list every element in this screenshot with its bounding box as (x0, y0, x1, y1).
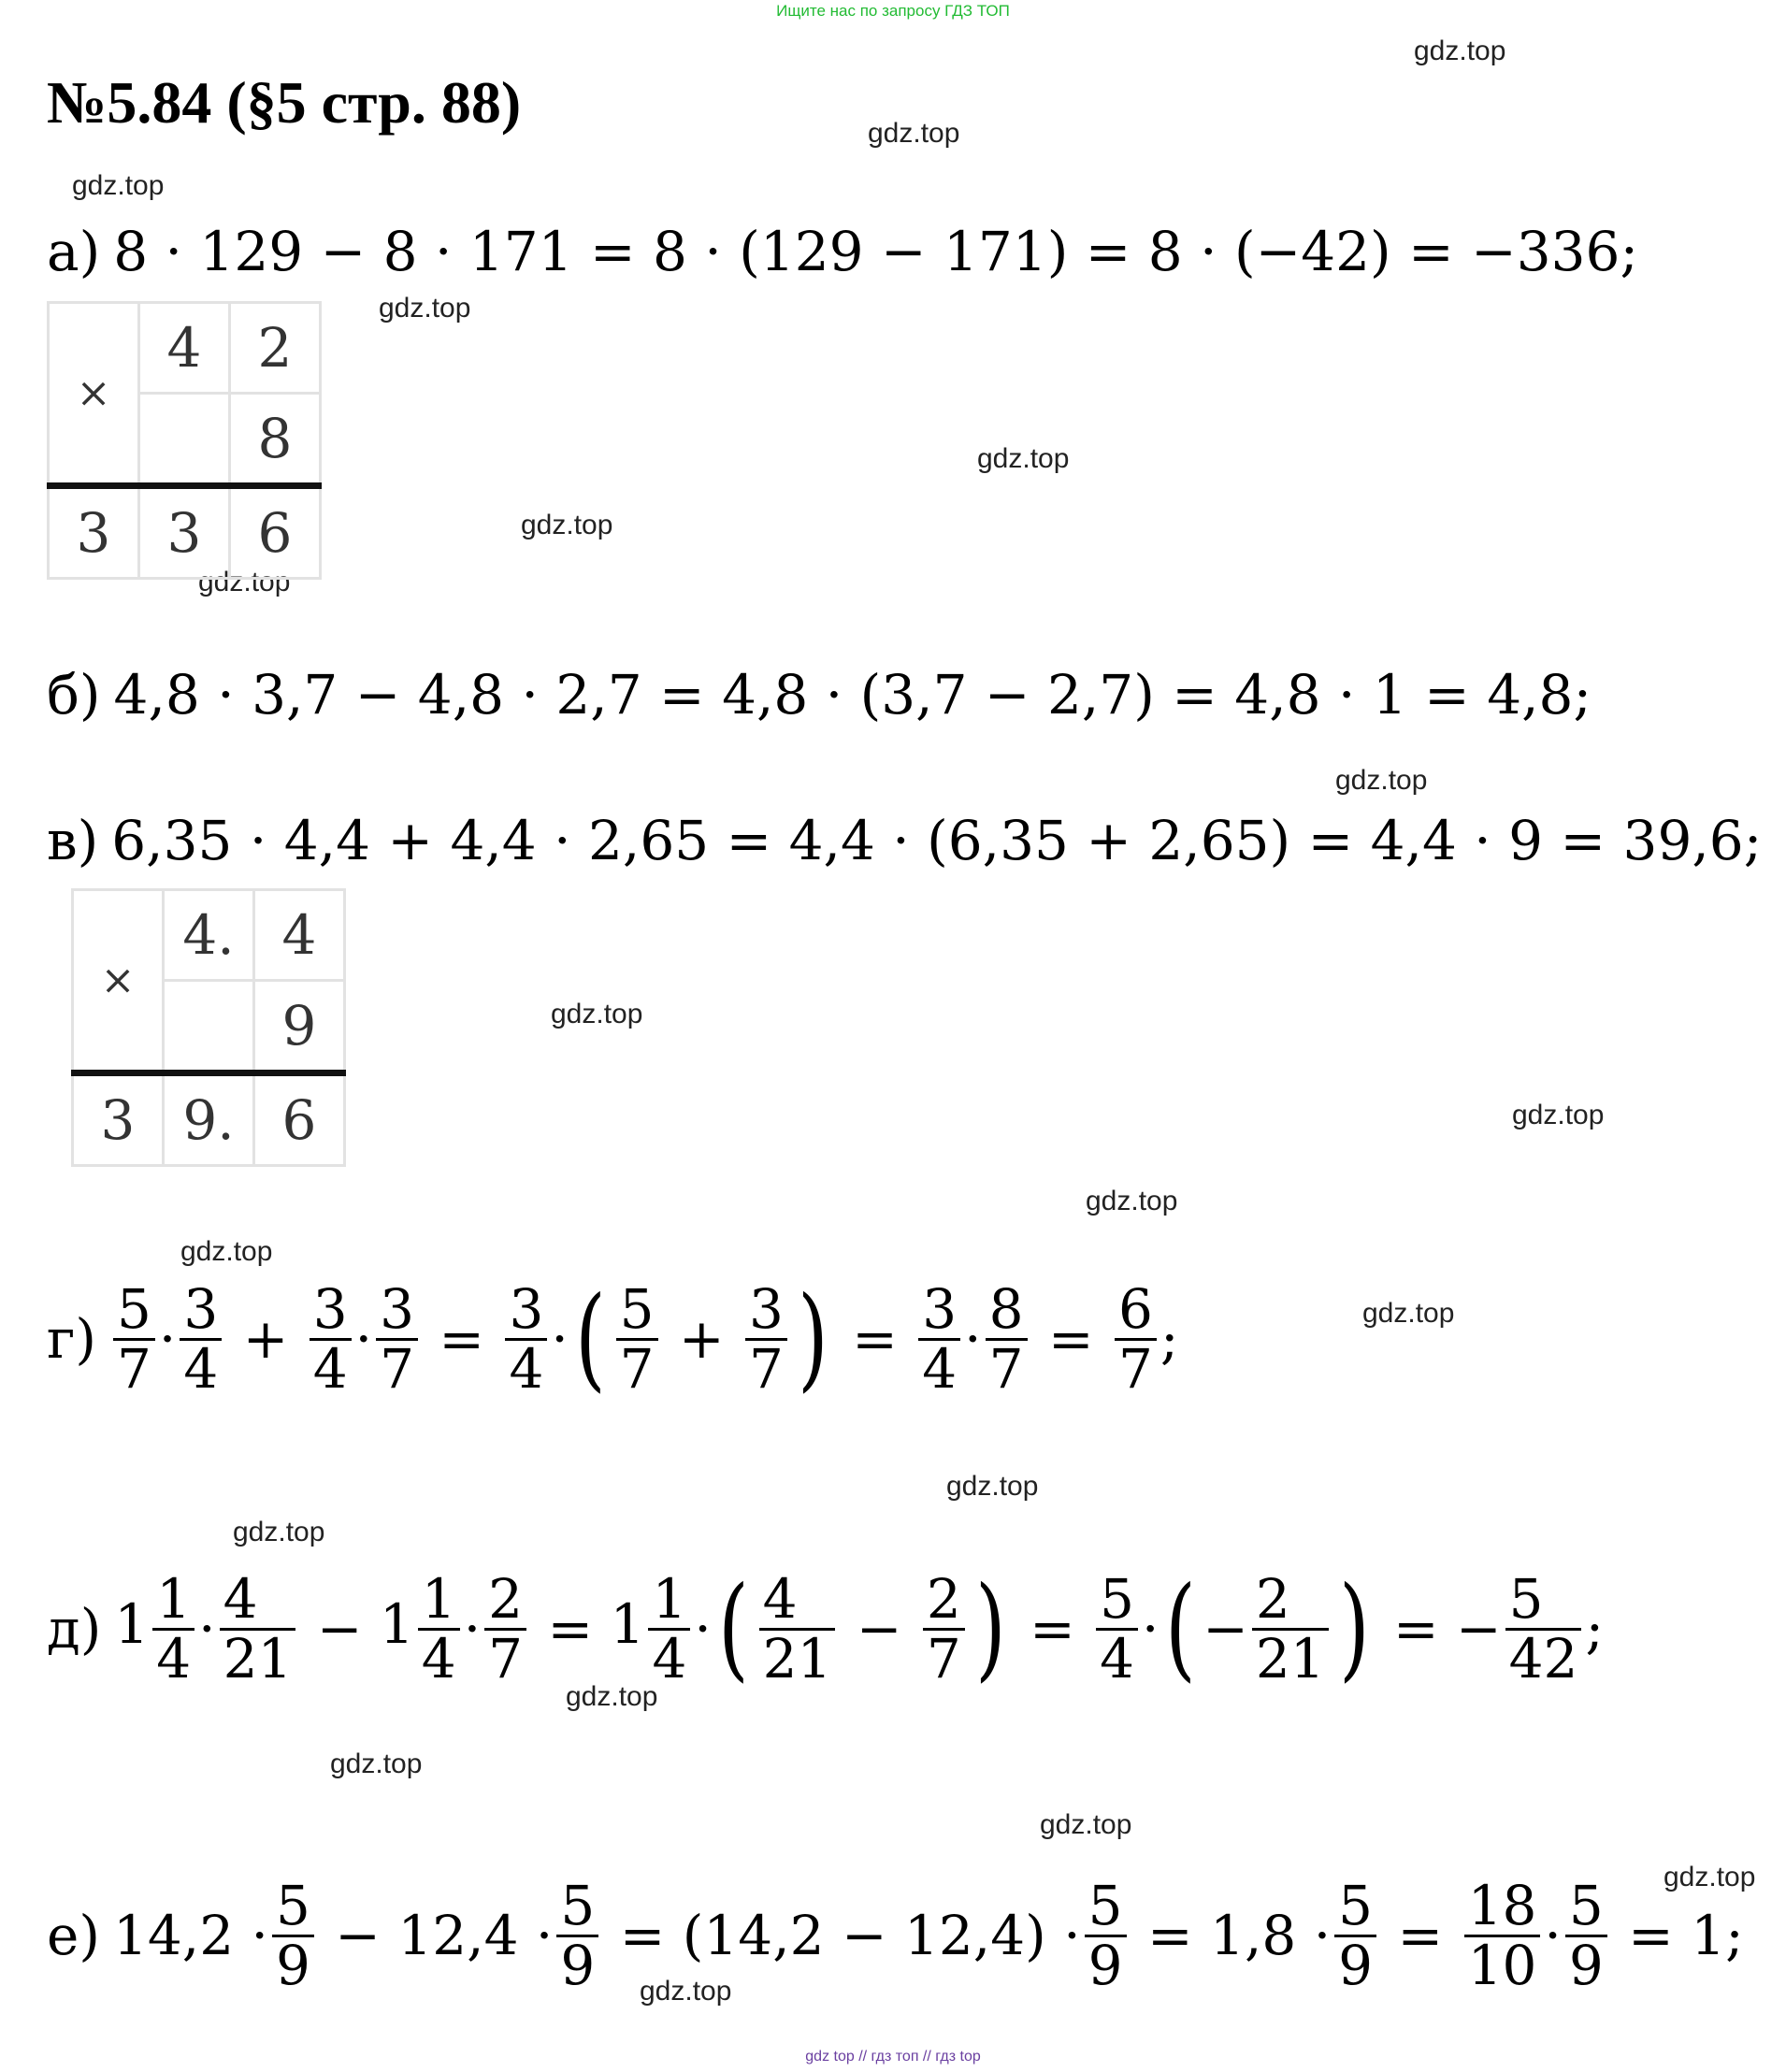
table-cell: 4 (254, 890, 345, 981)
math-token: · (158, 1307, 177, 1372)
math-token: 12,4 (397, 1904, 519, 1968)
math-token: ) (1338, 1563, 1370, 1694)
math-token: · (1045, 1904, 1081, 1968)
math-token (648, 1567, 690, 1691)
table-cell: 9. (164, 1073, 254, 1166)
math-token: 6 (1118, 1277, 1153, 1341)
expression-b (47, 663, 1592, 727)
math-token: 5 (1568, 1874, 1604, 1937)
table-cell: 3 (73, 1073, 164, 1166)
table-cell (164, 981, 254, 1073)
math-token (418, 1567, 460, 1691)
math-token: · (354, 1307, 373, 1372)
math-token: 3 (749, 1277, 784, 1341)
math-token: 5 (1338, 1874, 1374, 1937)
watermark: gdz.top (977, 443, 1070, 474)
math-token: − (317, 1904, 398, 1968)
watermark: gdz.top (198, 567, 291, 597)
watermark: gdz.top (1664, 1862, 1756, 1892)
table-cell: 9 (254, 981, 345, 1073)
math-token: 21 (1255, 1626, 1325, 1691)
math-token: 7 (988, 1336, 1024, 1401)
mixed-number (114, 1567, 198, 1691)
math-token: − (1203, 1597, 1248, 1662)
math-token: 4 (223, 1567, 258, 1631)
multiplication-table-a (47, 301, 322, 580)
math-token: 8 (988, 1277, 1024, 1341)
math-token: 2 (926, 1567, 961, 1631)
fraction (616, 1277, 658, 1401)
math-token: 7 (749, 1336, 784, 1401)
math-token: = (1380, 1904, 1461, 1968)
math-token: 1 (610, 1592, 645, 1657)
watermark: gdz.top (521, 510, 613, 540)
math-token: − (839, 1597, 919, 1662)
table-cell: 6 (230, 486, 321, 579)
math-token: 5 (619, 1277, 655, 1341)
watermark: gdz.top (551, 999, 643, 1029)
watermark: gdz.top (566, 1681, 658, 1712)
label-b: б) (47, 663, 101, 727)
fraction (1464, 1874, 1541, 1997)
math-token: ( (574, 1273, 606, 1404)
expression-d (47, 1563, 1604, 1694)
mixed-number (610, 1567, 695, 1691)
expression-g (47, 1273, 1179, 1404)
math-token: 1 (1691, 1904, 1726, 1968)
table-cell (139, 394, 230, 486)
math-token: 4 (421, 1626, 456, 1691)
math-token: 9 (560, 1933, 596, 1997)
watermark: gdz.top (1512, 1100, 1605, 1130)
math-token: 5 (560, 1874, 596, 1937)
math-token: 3 (183, 1277, 219, 1341)
math-token: = (530, 1597, 611, 1662)
fraction (180, 1277, 222, 1401)
label-v: в) (47, 809, 99, 872)
math-token: = (1030, 1307, 1111, 1372)
math-token: 9 (275, 1933, 310, 1997)
math-token: 4 (922, 1336, 958, 1401)
math-token: ; (1725, 1904, 1744, 1968)
footer: gdz top // гдз топ // гдз top (805, 2049, 981, 2065)
watermark: gdz.top (72, 170, 165, 201)
watermark: gdz.top (1335, 765, 1428, 796)
math-token: 5 (1508, 1567, 1544, 1631)
watermark: gdz.top (1086, 1186, 1178, 1216)
watermark: gdz.top (640, 1976, 732, 2007)
math-token: = (834, 1307, 915, 1372)
table-cell: 8 (230, 394, 321, 486)
math-token: 3 (380, 1277, 414, 1341)
math-token: 4 (762, 1567, 798, 1631)
fraction (986, 1277, 1028, 1401)
math-token: ) (797, 1273, 828, 1404)
math-token: 7 (1118, 1336, 1153, 1401)
math-token: 10 (1467, 1933, 1537, 1997)
math-token: = (1130, 1904, 1211, 1968)
fraction (220, 1567, 296, 1691)
math-token: · (463, 1597, 482, 1662)
page-title: №5.84 (§5 стр. 88) (47, 69, 522, 136)
math-token: 14,2 (112, 1904, 235, 1968)
math-token: 7 (488, 1626, 524, 1691)
watermark: gdz.top (180, 1236, 273, 1267)
math-token: 4 (183, 1336, 219, 1401)
math-token: (14,2 − 12,4) (682, 1904, 1046, 1968)
math-token: 4 (509, 1336, 544, 1401)
watermark: gdz.top (233, 1517, 325, 1547)
times-sign: × (73, 890, 164, 1073)
math-token: 5 (117, 1277, 151, 1341)
math-token: 4 (312, 1336, 348, 1401)
math-token: = − (1376, 1597, 1502, 1662)
fraction (745, 1277, 787, 1401)
watermark: gdz.top (868, 118, 960, 149)
fraction (923, 1567, 965, 1691)
math-token: · (198, 1597, 216, 1662)
math-token: 7 (926, 1626, 961, 1691)
fraction (759, 1567, 836, 1691)
table-cell: 3 (49, 486, 139, 579)
math-token: 5 (1087, 1874, 1123, 1937)
table-cell: 4 (139, 303, 230, 394)
math-token: ( (1165, 1563, 1197, 1694)
math-token: = (1610, 1904, 1692, 1968)
fraction (505, 1277, 547, 1401)
fraction (484, 1567, 526, 1691)
math-token: ; (1585, 1597, 1604, 1662)
math-token: · (551, 1307, 569, 1372)
math-token: ; (1159, 1307, 1179, 1372)
math-token: 18 (1467, 1874, 1537, 1937)
math-token: · (234, 1904, 268, 1968)
fraction (918, 1277, 960, 1401)
math-token: 2 (1255, 1567, 1290, 1631)
math-token: 42 (1508, 1626, 1578, 1691)
math-token: 7 (117, 1336, 151, 1401)
times-sign: × (49, 303, 139, 486)
math-token: · (694, 1597, 712, 1662)
math-token: 1,8 (1210, 1904, 1297, 1968)
math-token: = (1012, 1597, 1093, 1662)
mixed-number (379, 1567, 464, 1691)
fraction (376, 1277, 418, 1401)
multiplication-table-v (71, 888, 346, 1167)
fraction (272, 1874, 314, 1997)
watermark: gdz.top (1040, 1809, 1132, 1840)
math-token: 21 (762, 1626, 832, 1691)
math-token: = (602, 1904, 683, 1968)
fraction (1096, 1567, 1138, 1691)
table-cell: 4. (164, 890, 254, 981)
label-e: е) (47, 1904, 100, 1968)
expression-a (47, 220, 1638, 283)
math-token: 9 (1338, 1933, 1374, 1997)
table-cell: 6 (254, 1073, 345, 1166)
math-token: − (299, 1597, 380, 1662)
fraction (1334, 1874, 1376, 1997)
math-token: ) (974, 1563, 1006, 1694)
watermark: gdz.top (1414, 36, 1506, 66)
math-token: 9 (1568, 1933, 1604, 1997)
math-token: 7 (380, 1336, 414, 1401)
fraction (1085, 1874, 1127, 1997)
expression-v (47, 809, 1763, 872)
fraction (310, 1277, 352, 1401)
math-token: · (1544, 1904, 1562, 1968)
math-token: + (661, 1307, 742, 1372)
math-token (152, 1567, 194, 1691)
math-token: 1 (379, 1592, 414, 1657)
table-cell: 3 (139, 486, 230, 579)
fraction (1565, 1874, 1607, 1997)
math-token: = (422, 1307, 502, 1372)
math-token: ( (717, 1563, 749, 1694)
math-token: 7 (619, 1336, 655, 1401)
math-token: · (518, 1904, 554, 1968)
watermark: gdz.top (946, 1471, 1039, 1502)
label-g: г) (47, 1307, 97, 1372)
math-token: · (1142, 1597, 1159, 1662)
expr-a: 8 · 129 − 8 · 171 = 8 · (129 − 171) = 8 · (−42) = −336; (113, 220, 1638, 283)
math-token: + (225, 1307, 306, 1372)
math-token: 1 (652, 1567, 687, 1631)
math-token: 21 (223, 1626, 293, 1691)
watermark: gdz.top (1362, 1298, 1455, 1329)
math-token: 3 (312, 1277, 348, 1341)
math-token: 1 (421, 1567, 456, 1631)
label-d: д) (47, 1597, 102, 1662)
fraction (113, 1277, 155, 1401)
fraction (1115, 1277, 1157, 1401)
math-token: 4 (156, 1626, 192, 1691)
fraction (556, 1874, 598, 1997)
math-token: 5 (275, 1874, 310, 1937)
math-token: 5 (1100, 1567, 1135, 1631)
math-token: 4 (652, 1626, 687, 1691)
math-token: 3 (922, 1277, 958, 1341)
search-banner: Ищите нас по запросу ГДЗ ТОП (776, 2, 1010, 20)
fraction (1505, 1567, 1582, 1691)
math-token: 9 (1087, 1933, 1123, 1997)
watermark: gdz.top (330, 1748, 423, 1779)
math-token: · (964, 1307, 982, 1372)
math-token: 3 (509, 1277, 544, 1341)
math-token: · (1296, 1904, 1332, 1968)
math-token: 2 (488, 1567, 524, 1631)
math-token: 4 (1100, 1626, 1135, 1691)
expr-v: 6,35 · 4,4 + 4,4 · 2,65 = 4,4 · (6,35 + 2,65) = 4,4 · 9 = 39,6; (111, 809, 1763, 872)
table-cell: 2 (230, 303, 321, 394)
expr-b: 4,8 · 3,7 − 4,8 · 2,7 = 4,8 · (3,7 − 2,7) = 4,8 · 1 = 4,8; (113, 663, 1592, 727)
fraction (1252, 1567, 1329, 1691)
label-a: а) (47, 220, 101, 283)
math-token: 1 (156, 1567, 192, 1631)
watermark: gdz.top (379, 293, 471, 324)
math-token: 1 (114, 1592, 150, 1657)
